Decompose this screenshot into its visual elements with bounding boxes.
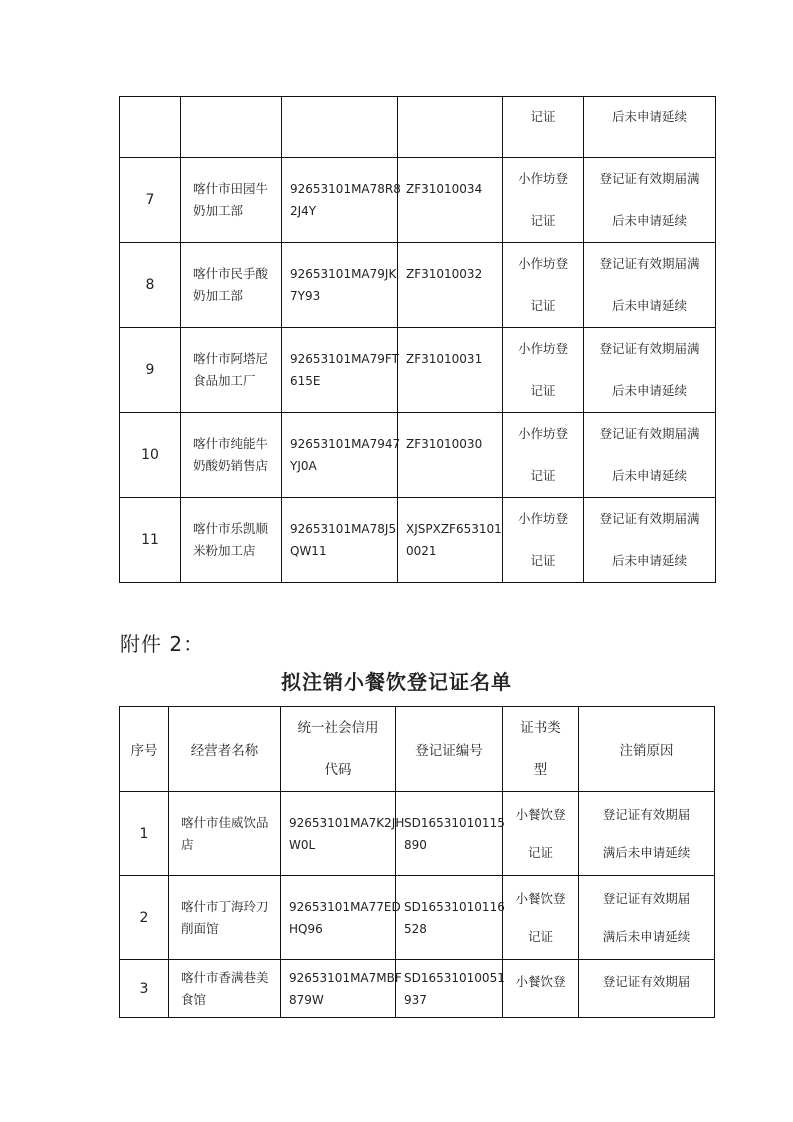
cell-name-line: 喀什市民手酸 — [193, 266, 269, 281]
cell-reason — [584, 158, 716, 243]
cell-type-line: 小餐饮登 — [515, 890, 566, 906]
cell-type — [503, 792, 579, 876]
cell-code — [281, 960, 402, 1018]
cell-reason-line — [582, 990, 711, 1005]
cell-reason-line: 登记证有效期届满 — [599, 256, 700, 271]
cell-type — [503, 328, 584, 413]
cell-reg — [396, 792, 503, 876]
cell-name-line: 喀什市佳威饮品 — [181, 814, 269, 830]
cell-reason-line: 后未申请延续 — [611, 298, 687, 313]
header-reason: 注销原因 — [579, 707, 715, 792]
cell-reg-line: ZF31010032 — [406, 267, 483, 281]
cell-code — [281, 792, 405, 876]
type-line: 记证 — [530, 109, 556, 124]
cell-no-line: 11 — [141, 532, 159, 548]
cell-name — [181, 328, 282, 413]
cell-code — [282, 413, 401, 498]
header-code — [281, 707, 396, 792]
cell-reason — [579, 960, 715, 1018]
cell-type-line: 记证 — [530, 553, 556, 568]
cell-name — [181, 413, 282, 498]
cell-reg-line: 528 — [404, 921, 427, 936]
cell-reg — [398, 328, 503, 413]
cell-no — [120, 97, 181, 158]
cell-no — [120, 960, 169, 1018]
reason-line: 后未申请延续 — [611, 109, 687, 124]
cell-reason-line: 登记证有效期届 — [602, 890, 691, 906]
table-row — [120, 158, 716, 243]
cell-name — [181, 158, 282, 243]
table-header-row — [120, 707, 715, 792]
header-type-line2: 型 — [533, 762, 548, 778]
cell-type-line: 小作坊登 — [517, 171, 568, 186]
cell-code-line: HQ96 — [289, 921, 323, 936]
cell-name — [169, 876, 281, 960]
cell-name-line: 奶加工部 — [193, 203, 244, 218]
cell-no-line: 1 — [139, 825, 149, 842]
cell-type-line: 小餐饮登 — [515, 974, 566, 989]
cell-code-line: 92653101MA78R8 — [290, 182, 401, 196]
table-row — [120, 97, 716, 158]
cell-code — [282, 158, 401, 243]
cell-reason-line: 登记证有效期届满 — [599, 511, 700, 526]
cell-reg-line: ZF31010031 — [406, 352, 483, 366]
cell-type-line: 小作坊登 — [517, 426, 568, 441]
cell-reason — [584, 328, 716, 413]
page-title: 拟注销小餐饮登记证名单 — [281, 670, 512, 694]
cell-reason-line: 登记证有效期届 — [602, 806, 691, 822]
cell-type — [503, 876, 579, 960]
cell-reg — [398, 243, 503, 328]
cell-code-line: 92653101MA7K2JH — [289, 815, 405, 830]
cell-no-line: 3 — [139, 980, 149, 997]
cell-type-line: 小作坊登 — [517, 341, 568, 356]
cell-code — [281, 876, 401, 960]
cell-no — [120, 498, 181, 583]
cell-reg-line — [406, 285, 499, 307]
cell-code-line: 7Y93 — [290, 289, 321, 303]
cell-type-line: 记证 — [530, 468, 556, 483]
header-no: 序号 — [120, 707, 169, 792]
cell-code-line: 92653101MA79FT — [290, 352, 399, 366]
cell-name-line: 食馆 — [181, 991, 207, 1007]
cell-reason-line: 后未申请延续 — [611, 468, 687, 483]
cell-reason — [584, 97, 716, 158]
header-name: 经营者名称 — [169, 707, 281, 792]
table-row — [120, 243, 716, 328]
table-row — [120, 792, 715, 876]
header-type — [503, 707, 579, 792]
cell-type-line: 记证 — [530, 213, 556, 228]
table-row — [120, 328, 716, 413]
annex-label: 附件 2： — [120, 632, 205, 656]
cell-code-line: YJ0A — [290, 459, 317, 473]
cell-reg-line: SD16531010051 — [404, 970, 505, 985]
cell-reg-line: ZF31010034 — [406, 182, 483, 196]
cell-code — [282, 243, 398, 328]
cell-reg-line — [406, 370, 499, 392]
cell-reg — [396, 876, 503, 960]
cell-no — [120, 158, 181, 243]
header-reg: 登记证编号 — [396, 707, 503, 792]
cell-reg-line — [406, 455, 499, 477]
cell-no — [120, 328, 181, 413]
cell-no — [120, 792, 169, 876]
cell-no — [120, 413, 181, 498]
cell-type-line: 小作坊登 — [517, 256, 568, 271]
cell-name-line: 米粉加工店 — [193, 543, 256, 558]
cell-name-line: 食品加工厂 — [193, 373, 256, 388]
table-row — [120, 498, 716, 583]
cell-name — [181, 97, 282, 158]
cell-reg-line: 890 — [404, 837, 427, 852]
cell-reg-line — [406, 200, 499, 222]
cell-code-line: 92653101MA7947 — [290, 437, 401, 451]
cell-name-line: 奶酸奶销售店 — [193, 458, 269, 473]
cell-name-line: 喀什市乐凯顺 — [193, 521, 269, 536]
cell-no-line: 10 — [141, 447, 159, 463]
cell-reason-line: 满后未申请延续 — [602, 844, 691, 860]
cell-name-line: 店 — [181, 836, 194, 852]
cell-reg — [398, 158, 503, 243]
cell-code-line: 92653101MA7MBF — [289, 970, 402, 985]
cell-reason — [584, 498, 716, 583]
cell-reg — [398, 498, 503, 583]
cell-code-line: 615E — [290, 374, 321, 388]
cell-type-line: 小餐饮登 — [515, 806, 566, 822]
cell-name-line: 奶加工部 — [193, 288, 244, 303]
cell-code-line: 2J4Y — [290, 204, 317, 218]
cell-type — [503, 413, 584, 498]
cell-type — [503, 498, 584, 583]
cell-code — [282, 328, 398, 413]
cell-reason — [584, 243, 716, 328]
cell-code-line: 92653101MA78J5 — [290, 522, 397, 536]
cell-reg — [396, 960, 503, 1018]
cell-type — [503, 243, 584, 328]
cell-reg-line: 0021 — [406, 544, 437, 558]
table-small-workshops — [119, 96, 716, 583]
cell-reason — [584, 413, 716, 498]
cell-reason-line: 登记证有效期届满 — [599, 341, 700, 356]
cell-code-line: QW11 — [290, 544, 327, 558]
cell-name-line: 喀什市香满巷美 — [181, 969, 269, 985]
cell-no — [120, 876, 169, 960]
cell-reason-line: 满后未申请延续 — [602, 928, 691, 944]
cell-type-line: 记证 — [530, 383, 556, 398]
cell-reg-line: ZF31010030 — [406, 437, 483, 451]
cell-reg — [398, 97, 503, 158]
cell-reg-line: SD16531010115 — [404, 815, 505, 830]
cell-name-line: 削面馆 — [181, 920, 219, 936]
cell-reason-line: 后未申请延续 — [611, 213, 687, 228]
cell-reg-line: SD16531010116 — [404, 899, 505, 914]
cell-type-line: 记证 — [527, 844, 553, 860]
cell-code-line: 879W — [289, 992, 324, 1007]
cell-name-line: 喀什市丁海玲刀 — [181, 898, 269, 914]
cell-reason-line: 登记证有效期届满 — [599, 426, 700, 441]
table-row — [120, 413, 716, 498]
header-type-line1: 证书类 — [520, 720, 561, 736]
cell-name — [169, 960, 281, 1018]
cell-code-line: 92653101MA77ED — [289, 899, 401, 914]
cell-name — [181, 243, 282, 328]
cell-code-line: W0L — [289, 837, 316, 852]
table-row — [120, 876, 715, 960]
cell-no-line: 8 — [145, 277, 155, 293]
cell-reason-line: 后未申请延续 — [611, 553, 687, 568]
cell-reg-line: XJSPXZF653101 — [406, 522, 502, 536]
cell-type-line — [506, 990, 575, 1005]
cell-reason — [579, 792, 715, 876]
cell-name-line: 喀什市阿塔尼 — [193, 351, 269, 366]
header-code-line1: 统一社会信用 — [297, 720, 379, 736]
cell-no-line: 9 — [145, 362, 155, 378]
cell-reg — [398, 413, 503, 498]
cell-type — [503, 158, 584, 243]
cell-type-line: 记证 — [530, 298, 556, 313]
cell-name — [169, 792, 281, 876]
cell-code-line: 92653101MA79JK — [290, 267, 397, 281]
cell-code — [282, 97, 398, 158]
cell-reason-line: 登记证有效期届 — [602, 974, 691, 989]
cell-no-line: 7 — [145, 192, 155, 208]
cell-type-line: 记证 — [527, 928, 553, 944]
cell-name-line: 喀什市田园牛 — [193, 181, 269, 196]
cell-reg-line: 937 — [404, 992, 427, 1007]
table-small-restaurants — [119, 706, 715, 1018]
cell-name — [181, 498, 282, 583]
cell-type — [503, 960, 579, 1018]
cell-reason-line: 登记证有效期届满 — [599, 171, 700, 186]
cell-no — [120, 243, 181, 328]
table-row — [120, 960, 715, 1018]
cell-type — [503, 97, 584, 158]
cell-reason — [579, 876, 715, 960]
cell-code — [282, 498, 398, 583]
cell-type-line: 小作坊登 — [517, 511, 568, 526]
cell-no-line: 2 — [139, 909, 149, 926]
cell-reason-line: 后未申请延续 — [611, 383, 687, 398]
header-code-line2: 代码 — [324, 762, 352, 778]
cell-name-line: 喀什市纯能牛 — [193, 436, 269, 451]
